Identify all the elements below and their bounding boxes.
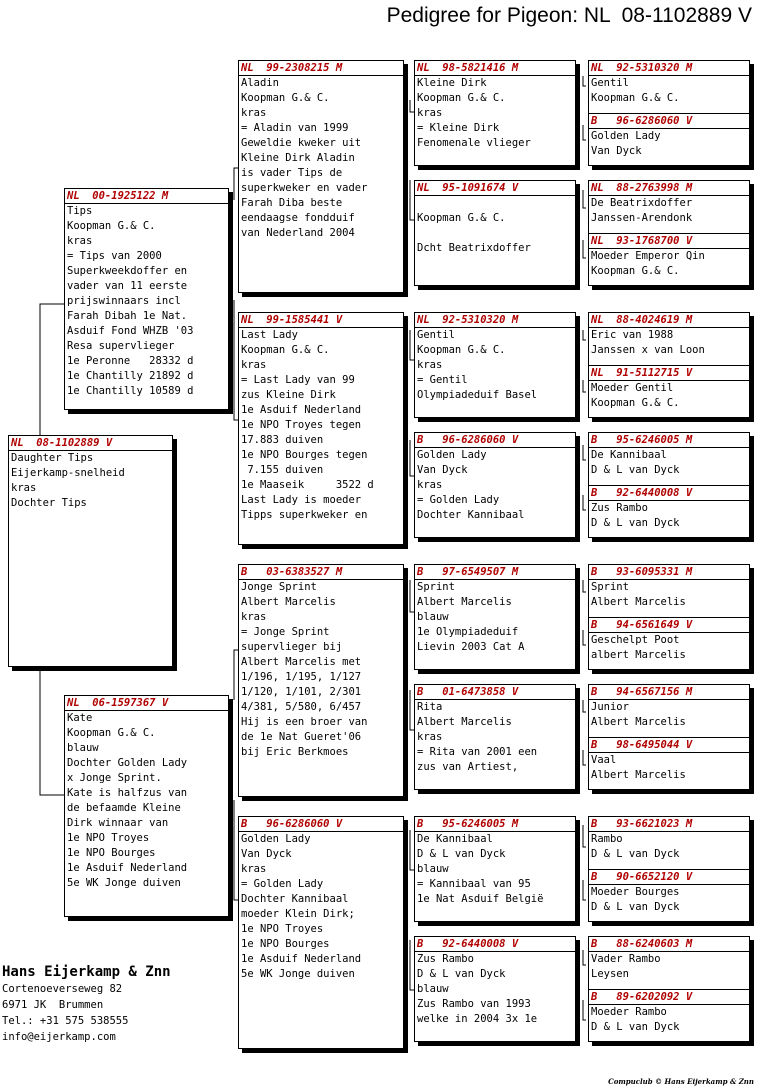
ring-number: B 03-6383527 M — [239, 565, 403, 580]
card-line: x Jonge Sprint. — [67, 772, 162, 784]
card-line: Albert Marcelis — [241, 596, 336, 608]
card-line: Koopman G.& C. — [241, 344, 330, 356]
card-line: 7.155 duiven — [241, 464, 324, 476]
card-line: 1/196, 1/195, 1/127 — [241, 671, 362, 683]
card-line: albert Marcelis — [591, 649, 686, 661]
card-line: Albert Marcelis — [591, 596, 686, 608]
dam-card — [64, 695, 229, 917]
breeder-address-line: 6971 JK Brummen — [2, 999, 104, 1011]
card-line: = Jonge Sprint — [241, 626, 330, 638]
card-line: Moeder Emperor Qin — [591, 250, 705, 262]
gen5-pair-card — [588, 816, 750, 922]
card-line: Olympiadeduif Basel — [417, 389, 538, 401]
ring-number: NL 88-2763998 M — [589, 181, 749, 196]
ring-number: NL 92-5310320 M — [415, 313, 575, 328]
ring-number: B 90-6652120 V — [589, 870, 749, 885]
page-title: Pedigree for Pigeon: NL 08-1102889 V — [386, 4, 752, 27]
card-line: kras — [11, 482, 37, 494]
card-line: Dochter Kannibaal — [241, 893, 349, 905]
card-line: De Beatrixdoffer — [591, 197, 693, 209]
card-line: Albert Marcelis — [417, 716, 512, 728]
card-line: = Tips van 2000 — [67, 250, 162, 262]
card-line: Fenomenale vlieger — [417, 137, 531, 149]
card-line: Koopman G.& C. — [591, 265, 680, 277]
card-line: Hij is een broer van — [241, 716, 368, 728]
grandparent-card — [238, 564, 404, 797]
card-line: Zus Rambo — [417, 953, 474, 965]
card-line: supervlieger bij — [241, 641, 343, 653]
great-grandparent-card — [414, 180, 576, 286]
breeder-info — [2, 963, 171, 1045]
card-line: Leysen — [591, 968, 629, 980]
card-line: = Kleine Dirk — [417, 122, 500, 134]
grandparent-card — [238, 312, 404, 545]
great-grandparent-card — [414, 936, 576, 1042]
grandparent-card — [238, 60, 404, 293]
card-line: Golden Lady — [591, 130, 661, 142]
card-line: = Last Lady van 99 — [241, 374, 355, 386]
card-line: Last Lady — [241, 329, 298, 341]
card-line: Jonge Sprint — [241, 581, 317, 593]
card-line: welke in 2004 3x 1e — [417, 1013, 538, 1025]
card-line: Farah Dibah 1e Nat. — [67, 310, 188, 322]
card-line: Dochter Golden Lady — [67, 757, 188, 769]
card-line: D & L van Dyck — [591, 517, 680, 529]
card-line: Asduif Fond WHZB '03 — [67, 325, 194, 337]
card-line: Janssen-Arendonk — [591, 212, 693, 224]
ring-number: B 92-6440008 V — [589, 486, 749, 501]
card-line: D & L van Dyck — [591, 848, 680, 860]
card-line: 5e WK Jonge duiven — [241, 968, 355, 980]
card-line: Koopman G.& C. — [591, 397, 680, 409]
card-line: Sprint — [591, 581, 629, 593]
card-line: Vader Rambo — [591, 953, 661, 965]
card-line: Farah Diba beste — [241, 197, 343, 209]
card-line: Koopman G.& C. — [67, 220, 156, 232]
card-line: Lievin 2003 Cat A — [417, 641, 525, 653]
card-line: Eijerkamp-snelheid — [11, 467, 125, 479]
gen5-pair-card — [588, 684, 750, 790]
card-line: Resa supervlieger — [67, 340, 175, 352]
breeder-phone: Tel.: +31 575 538555 — [2, 1015, 129, 1027]
card-line: Kleine Dirk Aladin — [241, 152, 355, 164]
card-line — [415, 196, 575, 211]
ring-number: B 94-6567156 M — [589, 685, 749, 700]
ring-number: NL 99-1585441 V — [239, 313, 403, 328]
breeder-name: Hans Eijerkamp & Znn — [2, 964, 171, 980]
card-line: kras — [241, 611, 267, 623]
card-line: blauw — [417, 863, 449, 875]
ring-number: NL 93-1768700 V — [589, 234, 749, 249]
card-line: = Gentil — [417, 374, 468, 386]
card-line: 1e NPO Bourges — [67, 847, 156, 859]
card-line: 17.883 duiven — [241, 434, 324, 446]
card-line: 1e Nat Asduif België — [417, 893, 544, 905]
card-line: vader van 11 eerste — [67, 280, 188, 292]
gen5-pair-card — [588, 432, 750, 538]
card-line: = Kannibaal van 95 — [417, 878, 531, 890]
card-line: 1e Asduif Nederland — [241, 953, 362, 965]
great-grandparent-card — [414, 684, 576, 790]
ring-number: NL 98-5821416 M — [415, 61, 575, 76]
card-line: D & L van Dyck — [417, 848, 506, 860]
gen5-pair-card — [588, 60, 750, 166]
card-line: Moeder Rambo — [591, 1006, 667, 1018]
card-line: Kate — [67, 712, 93, 724]
card-line: Dcht Beatrixdoffer — [417, 242, 531, 254]
gen5-pair-card — [588, 936, 750, 1042]
sire-card — [64, 188, 229, 410]
card-line: = Aladin van 1999 — [241, 122, 349, 134]
card-line: blauw — [417, 983, 449, 995]
card-line: Rambo — [591, 833, 623, 845]
subject-card — [8, 435, 173, 667]
card-line: Moeder Gentil — [591, 382, 674, 394]
card-line: = Golden Lady — [241, 878, 324, 890]
card-line: 1e Asduif Nederland — [67, 862, 188, 874]
card-line: 1e Peronne 28332 d — [67, 355, 194, 367]
gen5-pair-card — [588, 180, 750, 286]
card-line: 1e Chantilly 10589 d — [67, 385, 194, 397]
card-line: Tipps superkweker en — [241, 509, 368, 521]
card-line: Kleine Dirk — [417, 77, 487, 89]
card-line: 1e NPO Troyes — [241, 923, 324, 935]
breeder-email: info@eijerkamp.com — [2, 1031, 116, 1043]
card-line: Vaal — [591, 754, 617, 766]
card-line: = Golden Lady — [417, 494, 500, 506]
card-line: Golden Lady — [417, 449, 487, 461]
card-line: Koopman G.& C. — [67, 727, 156, 739]
card-line: D & L van Dyck — [591, 901, 680, 913]
card-line: De Kannibaal — [417, 833, 493, 845]
card-line: Dochter Tips — [11, 497, 87, 509]
card-line: D & L van Dyck — [591, 464, 680, 476]
card-line: 1e Olympiadeduif — [417, 626, 519, 638]
grandparent-card — [238, 816, 404, 1049]
card-line: Geschelpt Poot — [591, 634, 680, 646]
great-grandparent-card — [414, 816, 576, 922]
card-line: blauw — [417, 611, 449, 623]
card-line: Last Lady is moeder — [241, 494, 362, 506]
card-line: Moeder Bourges — [591, 886, 680, 898]
card-line: 5e WK Jonge duiven — [67, 877, 181, 889]
card-line: Zus Rambo van 1993 — [417, 998, 531, 1010]
card-line: kras — [241, 107, 267, 119]
card-line: Zus Rambo — [591, 502, 648, 514]
card-line: blauw — [67, 742, 99, 754]
footer-credit: Compuclub © Hans Eijerkamp & Znn — [608, 1077, 754, 1086]
card-line: kras — [67, 235, 93, 247]
card-line: Koopman G.& C. — [417, 92, 506, 104]
ring-number: NL 91-5112715 V — [589, 366, 749, 381]
great-grandparent-card — [414, 312, 576, 418]
card-line: Geweldie kweker uit — [241, 137, 362, 149]
card-line: Albert Marcelis met — [241, 656, 362, 668]
card-line: 1e Maaseik 3522 d — [241, 479, 374, 491]
card-line: bij Eric Berkmoes — [241, 746, 349, 758]
card-line: Van Dyck — [417, 464, 468, 476]
sire-ring-number: NL 00-1925122 M — [65, 189, 228, 204]
card-line: Van Dyck — [241, 848, 292, 860]
card-line: 1e Asduif Nederland — [241, 404, 362, 416]
card-line: Gentil — [417, 329, 455, 341]
card-line: eendaagse fondduif — [241, 212, 355, 224]
card-line: kras — [241, 863, 267, 875]
card-line: kras — [417, 107, 443, 119]
card-line: 1e NPO Troyes — [67, 832, 150, 844]
card-line: superkweker en vader — [241, 182, 368, 194]
ring-number: NL 95-1091674 V — [415, 181, 575, 196]
ring-number: B 94-6561649 V — [589, 618, 749, 633]
card-line: D & L van Dyck — [591, 1021, 680, 1033]
ring-number: B 97-6549507 M — [415, 565, 575, 580]
card-line: moeder Klein Dirk; — [241, 908, 355, 920]
card-line: prijswinnaars incl — [67, 295, 181, 307]
card-line: 1e NPO Troyes tegen — [241, 419, 362, 431]
card-line: Golden Lady — [241, 833, 311, 845]
card-line: is vader Tips de — [241, 167, 343, 179]
card-line: Rita — [417, 701, 443, 713]
great-grandparent-card — [414, 60, 576, 166]
ring-number: B 95-6246005 M — [589, 433, 749, 448]
card-line: Aladin — [241, 77, 279, 89]
card-line: de 1e Nat Gueret'06 — [241, 731, 362, 743]
card-line: De Kannibaal — [591, 449, 667, 461]
breeder-address-line: Cortenoeverseweg 82 — [2, 983, 123, 995]
ring-number: B 98-6495044 V — [589, 738, 749, 753]
card-line: Sprint — [417, 581, 455, 593]
card-line: Gentil — [591, 77, 629, 89]
card-line: Albert Marcelis — [591, 769, 686, 781]
ring-number: B 01-6473858 V — [415, 685, 575, 700]
card-line: Kate is halfzus van — [67, 787, 188, 799]
dam-ring-number: NL 06-1597367 V — [65, 696, 228, 711]
card-line: Koopman G.& C. — [417, 344, 506, 356]
card-line: Van Dyck — [591, 145, 642, 157]
great-grandparent-card — [414, 564, 576, 670]
card-line: zus Kleine Dirk — [241, 389, 336, 401]
card-line: 1e NPO Bourges — [241, 938, 330, 950]
ring-number: B 95-6246005 M — [415, 817, 575, 832]
card-line: van Nederland 2004 — [241, 227, 355, 239]
card-line: kras — [417, 731, 443, 743]
card-line: Koopman G.& C. — [241, 92, 330, 104]
card-line: kras — [241, 359, 267, 371]
gen5-pair-card — [588, 564, 750, 670]
card-line: Koopman G.& C. — [591, 92, 680, 104]
ring-number: B 96-6286060 V — [239, 817, 403, 832]
card-line: kras — [417, 359, 443, 371]
ring-number: NL 92-5310320 M — [589, 61, 749, 76]
card-line: Albert Marcelis — [591, 716, 686, 728]
ring-number: B 96-6286060 V — [589, 114, 749, 129]
card-line: D & L van Dyck — [417, 968, 506, 980]
card-line: Junior — [591, 701, 629, 713]
card-line: Tips — [67, 205, 93, 217]
card-line: 1e NPO Bourges tegen — [241, 449, 368, 461]
card-line: 1e Chantilly 21892 d — [67, 370, 194, 382]
ring-number: NL 88-4024619 M — [589, 313, 749, 328]
subject-ring-number: NL 08-1102889 V — [9, 436, 172, 451]
great-grandparent-card — [414, 432, 576, 538]
card-line: 4/381, 5/580, 6/457 — [241, 701, 362, 713]
ring-number: B 96-6286060 V — [415, 433, 575, 448]
card-line: Superkweekdoffer en — [67, 265, 188, 277]
card-line: Dochter Kannibaal — [417, 509, 525, 521]
card-line: Koopman G.& C. — [417, 212, 506, 224]
card-line: Dirk winnaar van — [67, 817, 169, 829]
card-line: zus van Artiest, — [417, 761, 519, 773]
card-line: Eric van 1988 — [591, 329, 674, 341]
card-line: 1/120, 1/101, 2/301 — [241, 686, 362, 698]
card-line: de befaamde Kleine — [67, 802, 181, 814]
ring-number: B 93-6621023 M — [589, 817, 749, 832]
gen5-pair-card — [588, 312, 750, 418]
card-line: = Rita van 2001 een — [417, 746, 538, 758]
card-line: Janssen x van Loon — [591, 344, 705, 356]
card-line: Albert Marcelis — [417, 596, 512, 608]
ring-number: B 92-6440008 V — [415, 937, 575, 952]
ring-number: B 93-6095331 M — [589, 565, 749, 580]
card-line — [415, 226, 575, 241]
ring-number: B 88-6240603 M — [589, 937, 749, 952]
ring-number: B 89-6202092 V — [589, 990, 749, 1005]
card-line: kras — [417, 479, 443, 491]
ring-number: NL 99-2308215 M — [239, 61, 403, 76]
card-line: Daughter Tips — [11, 452, 94, 464]
